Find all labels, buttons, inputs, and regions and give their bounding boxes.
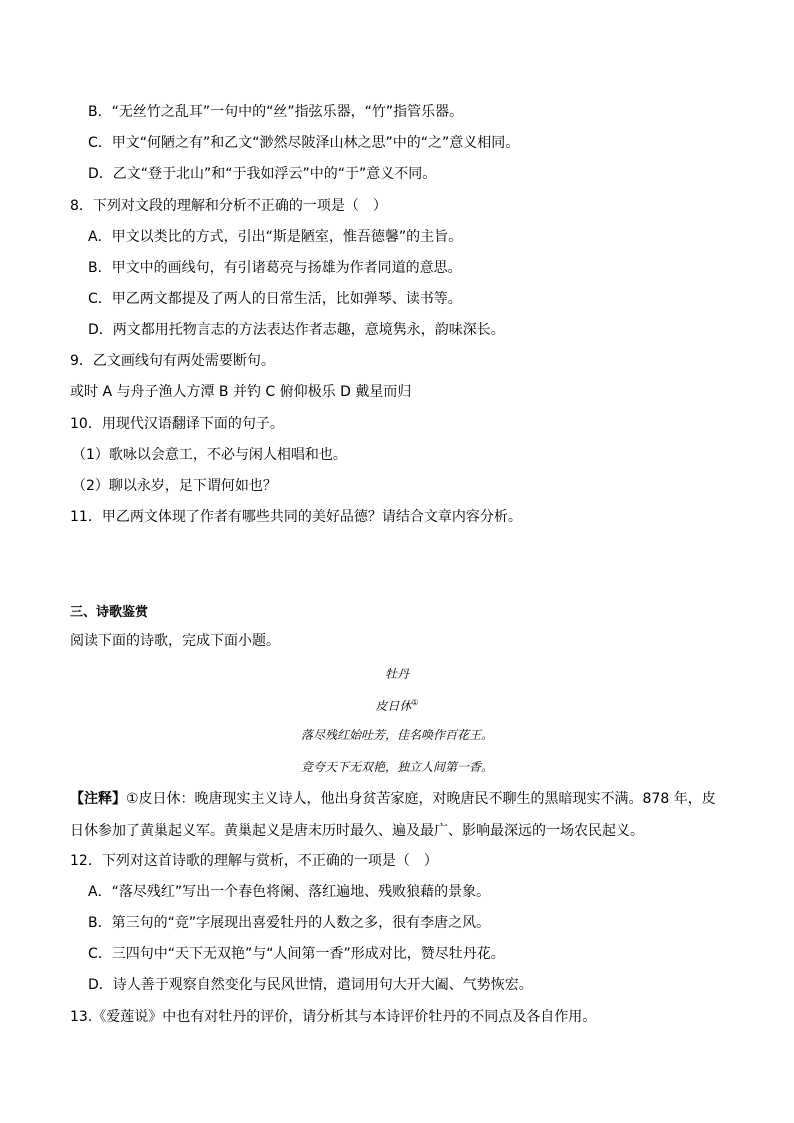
q8-option-c: C．甲乙两文都提及了两人的日常生活，比如弹琴、读书等。	[88, 291, 462, 307]
poem-line-2: 竞夸天下无双艳，独立人间第一香。	[300, 760, 493, 774]
q7-option-b: B．“无丝竹之乱耳”一句中的“丝”指弦乐器，“竹”指管乐器。	[88, 104, 464, 120]
q8-option-a: A．甲文以类比的方式，引出“斯是陋室，惟吾德馨”的主旨。	[88, 229, 463, 245]
q12-option-d: D．诗人善于观察自然变化与民风世情，遣词用句大开大阖、气势恢宏。	[88, 977, 533, 993]
poem-title: 牡丹	[384, 667, 409, 681]
q10-item-1: （1）歌咏以会意工，不必与闲人相唱和也。	[72, 447, 347, 463]
q12-option-c: C．三四句中“天下无双艳”与“人间第一香”形成对比，赞尽牡丹花。	[88, 946, 505, 962]
section3-heading: 三、诗歌鉴赏	[70, 605, 149, 620]
q10-stem: 10．用现代汉语翻译下面的句子。	[70, 416, 284, 432]
q8-stem: 8．下列对文段的理解和分析不正确的一项是（ ）	[70, 198, 387, 214]
note-text: ①皮日休：晚唐现实主义诗人，他出身贫苦家庭，对晚唐民不聊生的黑暗现实不满。878 年，皮日休参加了黄巢起义军。黄巢起义是唐末历时最久、遍及最广、影响最深远的一场农民起义。	[70, 791, 716, 839]
q8-option-b: B．甲文中的画线句，有引诸葛亮与扬雄为作者同道的意思。	[88, 260, 462, 276]
q12-option-b: B．第三句的“竞”字展现出喜爱牡丹的人数之多，很有李唐之风。	[88, 915, 491, 931]
poem-note	[70, 783, 726, 847]
q10-item-2: （2）聊以永岁，足下谓何如也？	[72, 478, 277, 494]
q13-stem: 13.《爱莲说》中也有对牡丹的评价，请分析其与本诗评价牡丹的不同点及各自作用。	[70, 1009, 597, 1025]
poem-author-line	[0, 694, 794, 715]
section3-intro: 阅读下面的诗歌，完成下面小题。	[70, 633, 280, 649]
q11-stem: 11．甲乙两文体现了作者有哪些共同的美好品德？请结合文章内容分析。	[70, 509, 522, 525]
note-marker: ①	[411, 698, 419, 707]
q8-option-d: D．两文都用托物言志的方法表达作者志趣，意境隽永，韵味深长。	[88, 322, 505, 338]
q7-option-d: D．乙文“登于北山”和“于我如浮云”中的“于”意义不同。	[88, 166, 437, 182]
note-tag: 【注释】	[70, 791, 126, 807]
q12-option-a: A．“落尽残红”写出一个春色将阑、落红遍地、残败狼藉的景象。	[88, 884, 491, 900]
poem-author: 皮日休	[375, 699, 412, 713]
q9-sentence: 或时 A 与舟子渔人方潭 B 并钓 C 俯仰极乐 D 戴星而归	[70, 384, 412, 400]
q12-stem: 12．下列对这首诗歌的理解与赏析，不正确的一项是（ ）	[70, 853, 438, 869]
poem-line-1: 落尽残红始吐芳，佳名唤作百花王。	[300, 728, 493, 742]
q7-option-c: C．甲文“何陋之有”和乙文“渺然尽陂泽山林之思”中的“之”意义相同。	[88, 135, 520, 151]
q9-stem: 9．乙文画线句有两处需要断句。	[70, 353, 275, 369]
